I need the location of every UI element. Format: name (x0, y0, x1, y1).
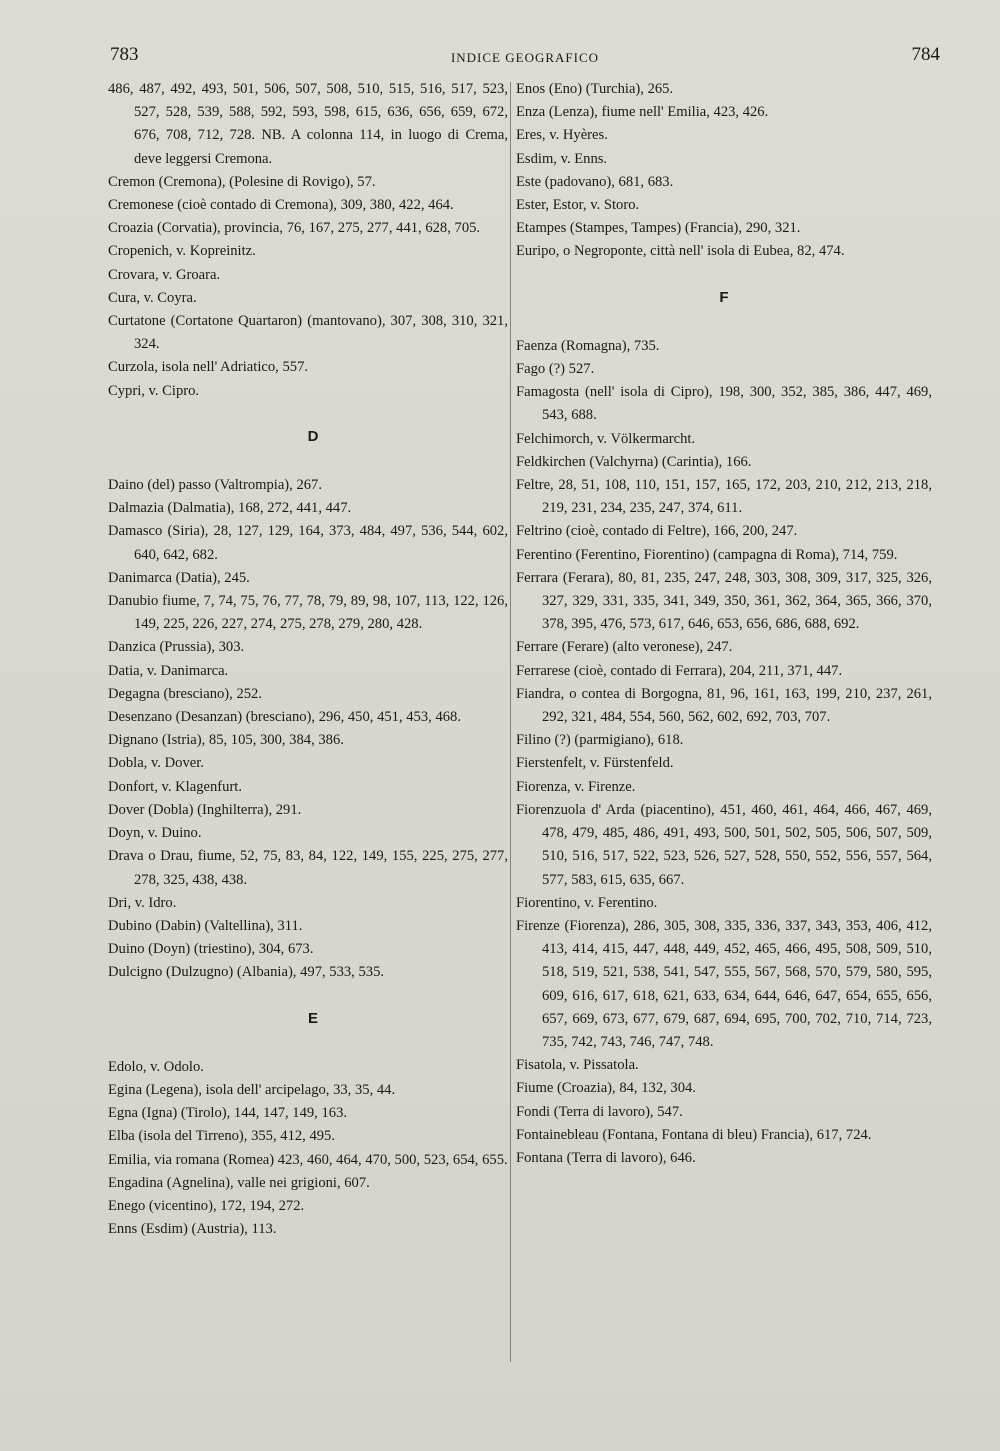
index-entry: Etampes (Stampes, Tampes) (Francia), 290, 321. (516, 220, 801, 237)
index-entry: Este (padovano), 681, 683. (516, 173, 674, 190)
index-entry: Enego (vicentino), 172, 194, 272. (108, 1197, 305, 1214)
index-entry: Engadina (Agnelina), valle nei grigioni, 607. (108, 1174, 370, 1191)
index-entry: Dalmazia (Dalmatia), 168, 272, 441, 447. (108, 500, 352, 517)
index-entry: Emilia, via romana (Romea) 423, 460, 464, 470, 500, 523, 654, 655. (108, 1151, 508, 1168)
index-entry: Eres, v. Hyères. (516, 127, 608, 144)
page-header (110, 44, 940, 76)
right-column (516, 78, 932, 1170)
index-entry: Enza (Lenza), fiume nell' Emilia, 423, 426. (516, 104, 769, 121)
index-entry: Euripo, o Negroponte, città nell' isola di Eubea, 82, 474. (516, 243, 845, 260)
index-entry: Ferrarese (cioè, contado di Ferrara), 204, 211, 371, 447. (516, 662, 843, 679)
index-entry: Fontana (Terra di lavoro), 646. (516, 1149, 696, 1166)
index-entry: Fisatola, v. Pissatola. (516, 1057, 639, 1074)
section-letter-e: E (307, 1009, 318, 1027)
index-entry: Fierstenfelt, v. Fürstenfeld. (516, 755, 674, 772)
index-entry: Dobla, v. Dover. (108, 755, 204, 772)
index-entry: Desenzano (Desanzan) (bresciano), 296, 450, 451, 453, 468. (108, 709, 461, 726)
index-entry: Ferentino (Ferentino, Fiorentino) (campagna di Roma), 714, 759. (516, 546, 898, 563)
index-entry: Firenze (Fiorenza), 286, 305, 308, 335, 336, 337, 343, 353, 406, 412, 413, 414, 415, 447, 448, 449, 452, 465, 466, 495, 508, 509, 510, 518, 519, 521, 538, 541, 547, 555, 567, 568, 570, 579, 580, 595, 609, 616, 617, 618, 621, 633, 634, 644, 646, 647, 654, 655, 656, 657, 669, 673, 677, 679, 687, 694, 695, 700, 702, 710, 714, 723, 735, 742, 743, 746, 747, 748. (516, 917, 932, 1050)
index-entry: Fiandra, o contea di Borgogna, 81, 96, 161, 163, 199, 210, 237, 261, 292, 321, 484, 554, 560, 562, 602, 692, 703, 707. (516, 685, 932, 726)
index-entry: Enns (Esdim) (Austria), 113. (108, 1221, 277, 1238)
index-entry: Enos (Eno) (Turchia), 265. (516, 81, 674, 97)
index-entry: Curtatone (Cortatone Quartaron) (mantovano), 307, 308, 310, 321, 324. (108, 313, 508, 353)
index-entry: Fiorenzuola d' Arda (piacentino), 451, 460, 461, 464, 466, 467, 469, 478, 479, 485, 486, 491, 493, 500, 501, 502, 505, 506, 507, 509, 510, 516, 517, 522, 523, 526, 527, 528, 550, 552, 556, 557, 564, 577, 583, 615, 635, 667. (516, 801, 932, 888)
index-entry: Curzola, isola nell' Adriatico, 557. (108, 359, 309, 376)
index-entry: Felchimorch, v. Völkermarcht. (516, 430, 696, 447)
column-divider (510, 82, 511, 1362)
index-entry: Degagna (bresciano), 252. (108, 685, 262, 702)
index-entry: Danimarca (Datia), 245. (108, 569, 250, 586)
index-entry: Cremon (Cremona), (Polesine di Rovigo), 57. (108, 173, 376, 190)
running-title: INDICE GEOGRAFICO (450, 50, 600, 65)
index-entry: Damasco (Siria), 28, 127, 129, 164, 373, 484, 497, 536, 544, 602, 640, 642, 682. (108, 523, 508, 563)
index-entry: Egna (Igna) (Tirolo), 144, 147, 149, 163. (108, 1105, 348, 1122)
index-entry: Cropenich, v. Kopreinitz. (108, 243, 256, 260)
index-entry: Crovara, v. Groara. (108, 266, 221, 283)
page-number-right: 784 (911, 44, 940, 65)
index-entry: Filino (?) (parmigiano), 618. (516, 732, 684, 749)
index-entry: Egina (Legena), isola dell' arcipelago, 33, 35, 44. (108, 1081, 396, 1098)
index-entry: Danubio fiume, 7, 74, 75, 76, 77, 78, 79, 89, 98, 107, 113, 122, 126, 149, 225, 226, 227, 274, 275, 278, 279, 280, 428. (108, 593, 508, 633)
index-entry: Feldkirchen (Valchyrna) (Carintia), 166. (516, 453, 752, 470)
index-entry: Fiorenza, v. Firenze. (516, 778, 636, 795)
section-letter-f: F (719, 288, 729, 306)
index-entry: Duino (Doyn) (triestino), 304, 673. (108, 941, 314, 958)
index-entry: Elba (isola del Tirreno), 355, 412, 495. (108, 1128, 335, 1145)
index-entry: Cremonese (cioè contado di Cremona), 309, 380, 422, 464. (108, 197, 454, 214)
index-entry: Croazia (Corvatia), provincia, 76, 167, 275, 277, 441, 628, 705. (108, 220, 481, 237)
index-entry: Cypri, v. Cipro. (108, 382, 200, 399)
index-entry: Dover (Dobla) (Inghilterra), 291. (108, 801, 302, 818)
index-entry: Feltre, 28, 51, 108, 110, 151, 157, 165, 172, 203, 210, 212, 213, 218, 219, 231, 234, 235, 247, 374, 611. (516, 477, 932, 517)
left-column (108, 78, 508, 1241)
index-entry: Fondi (Terra di lavoro), 547. (516, 1103, 683, 1120)
page-number-left: 783 (110, 44, 139, 65)
index-entry: Faenza (Romagna), 735. (516, 337, 660, 354)
index-entry: Cura, v. Coyra. (108, 289, 197, 306)
index-entry: Dignano (Istria), 85, 105, 300, 384, 386. (108, 732, 344, 749)
index-entry: Fontainebleau (Fontana, Fontana di bleu) Francia), 617, 724. (516, 1126, 872, 1143)
index-entry: Ferrara (Ferara), 80, 81, 235, 247, 248, 303, 308, 309, 317, 325, 326, 327, 329, 331, 335, 341, 349, 350, 361, 362, 364, 365, 366, 370, 378, 395, 476, 573, 617, 646, 653, 656, 686, 688, 692. (516, 569, 932, 633)
index-entry: Daino (del) passo (Valtrompia), 267. (108, 477, 322, 494)
index-entry: Ester, Estor, v. Storo. (516, 197, 640, 214)
index-entry: Fiume (Croazia), 84, 132, 304. (516, 1080, 696, 1097)
index-entry: 486, 487, 492, 493, 501, 506, 507, 508, 510, 515, 516, 517, 523, 527, 528, 539, 588, 592, 593, 598, 615, 636, 656, 659, 672, 676, 708, 712, 728. NB. A colonna 114, in luogo di Crema, deve leggersi Cremona. (108, 81, 508, 167)
index-entry: Esdim, v. Enns. (516, 150, 608, 167)
index-entry: Donfort, v. Klagenfurt. (108, 778, 243, 795)
index-entry: Famagosta (nell' isola di Cipro), 198, 300, 352, 385, 386, 447, 469, 543, 688. (516, 384, 932, 424)
index-entry: Fago (?) 527. (516, 361, 595, 378)
index-entry: Drava o Drau, fiume, 52, 75, 83, 84, 122, 149, 155, 225, 275, 277, 278, 325, 438, 438. (108, 848, 508, 888)
index-entry: Dulcigno (Dulzugno) (Albania), 497, 533, 535. (108, 964, 385, 981)
index-entry: Edolo, v. Odolo. (108, 1058, 204, 1075)
index-entry: Ferrare (Ferare) (alto veronese), 247. (516, 639, 733, 656)
section-letter-d: D (307, 427, 319, 445)
index-entry: Datia, v. Danimarca. (108, 662, 229, 679)
index-entry: Danzica (Prussia), 303. (108, 639, 245, 656)
index-entry: Feltrino (cioè, contado di Feltre), 166, 200, 247. (516, 523, 798, 540)
index-entry: Doyn, v. Duino. (108, 825, 202, 842)
index-entry: Dubino (Dabin) (Valtellina), 311. (108, 917, 303, 934)
index-entry: Dri, v. Idro. (108, 894, 177, 911)
index-entry: Fiorentino, v. Ferentino. (516, 894, 658, 911)
